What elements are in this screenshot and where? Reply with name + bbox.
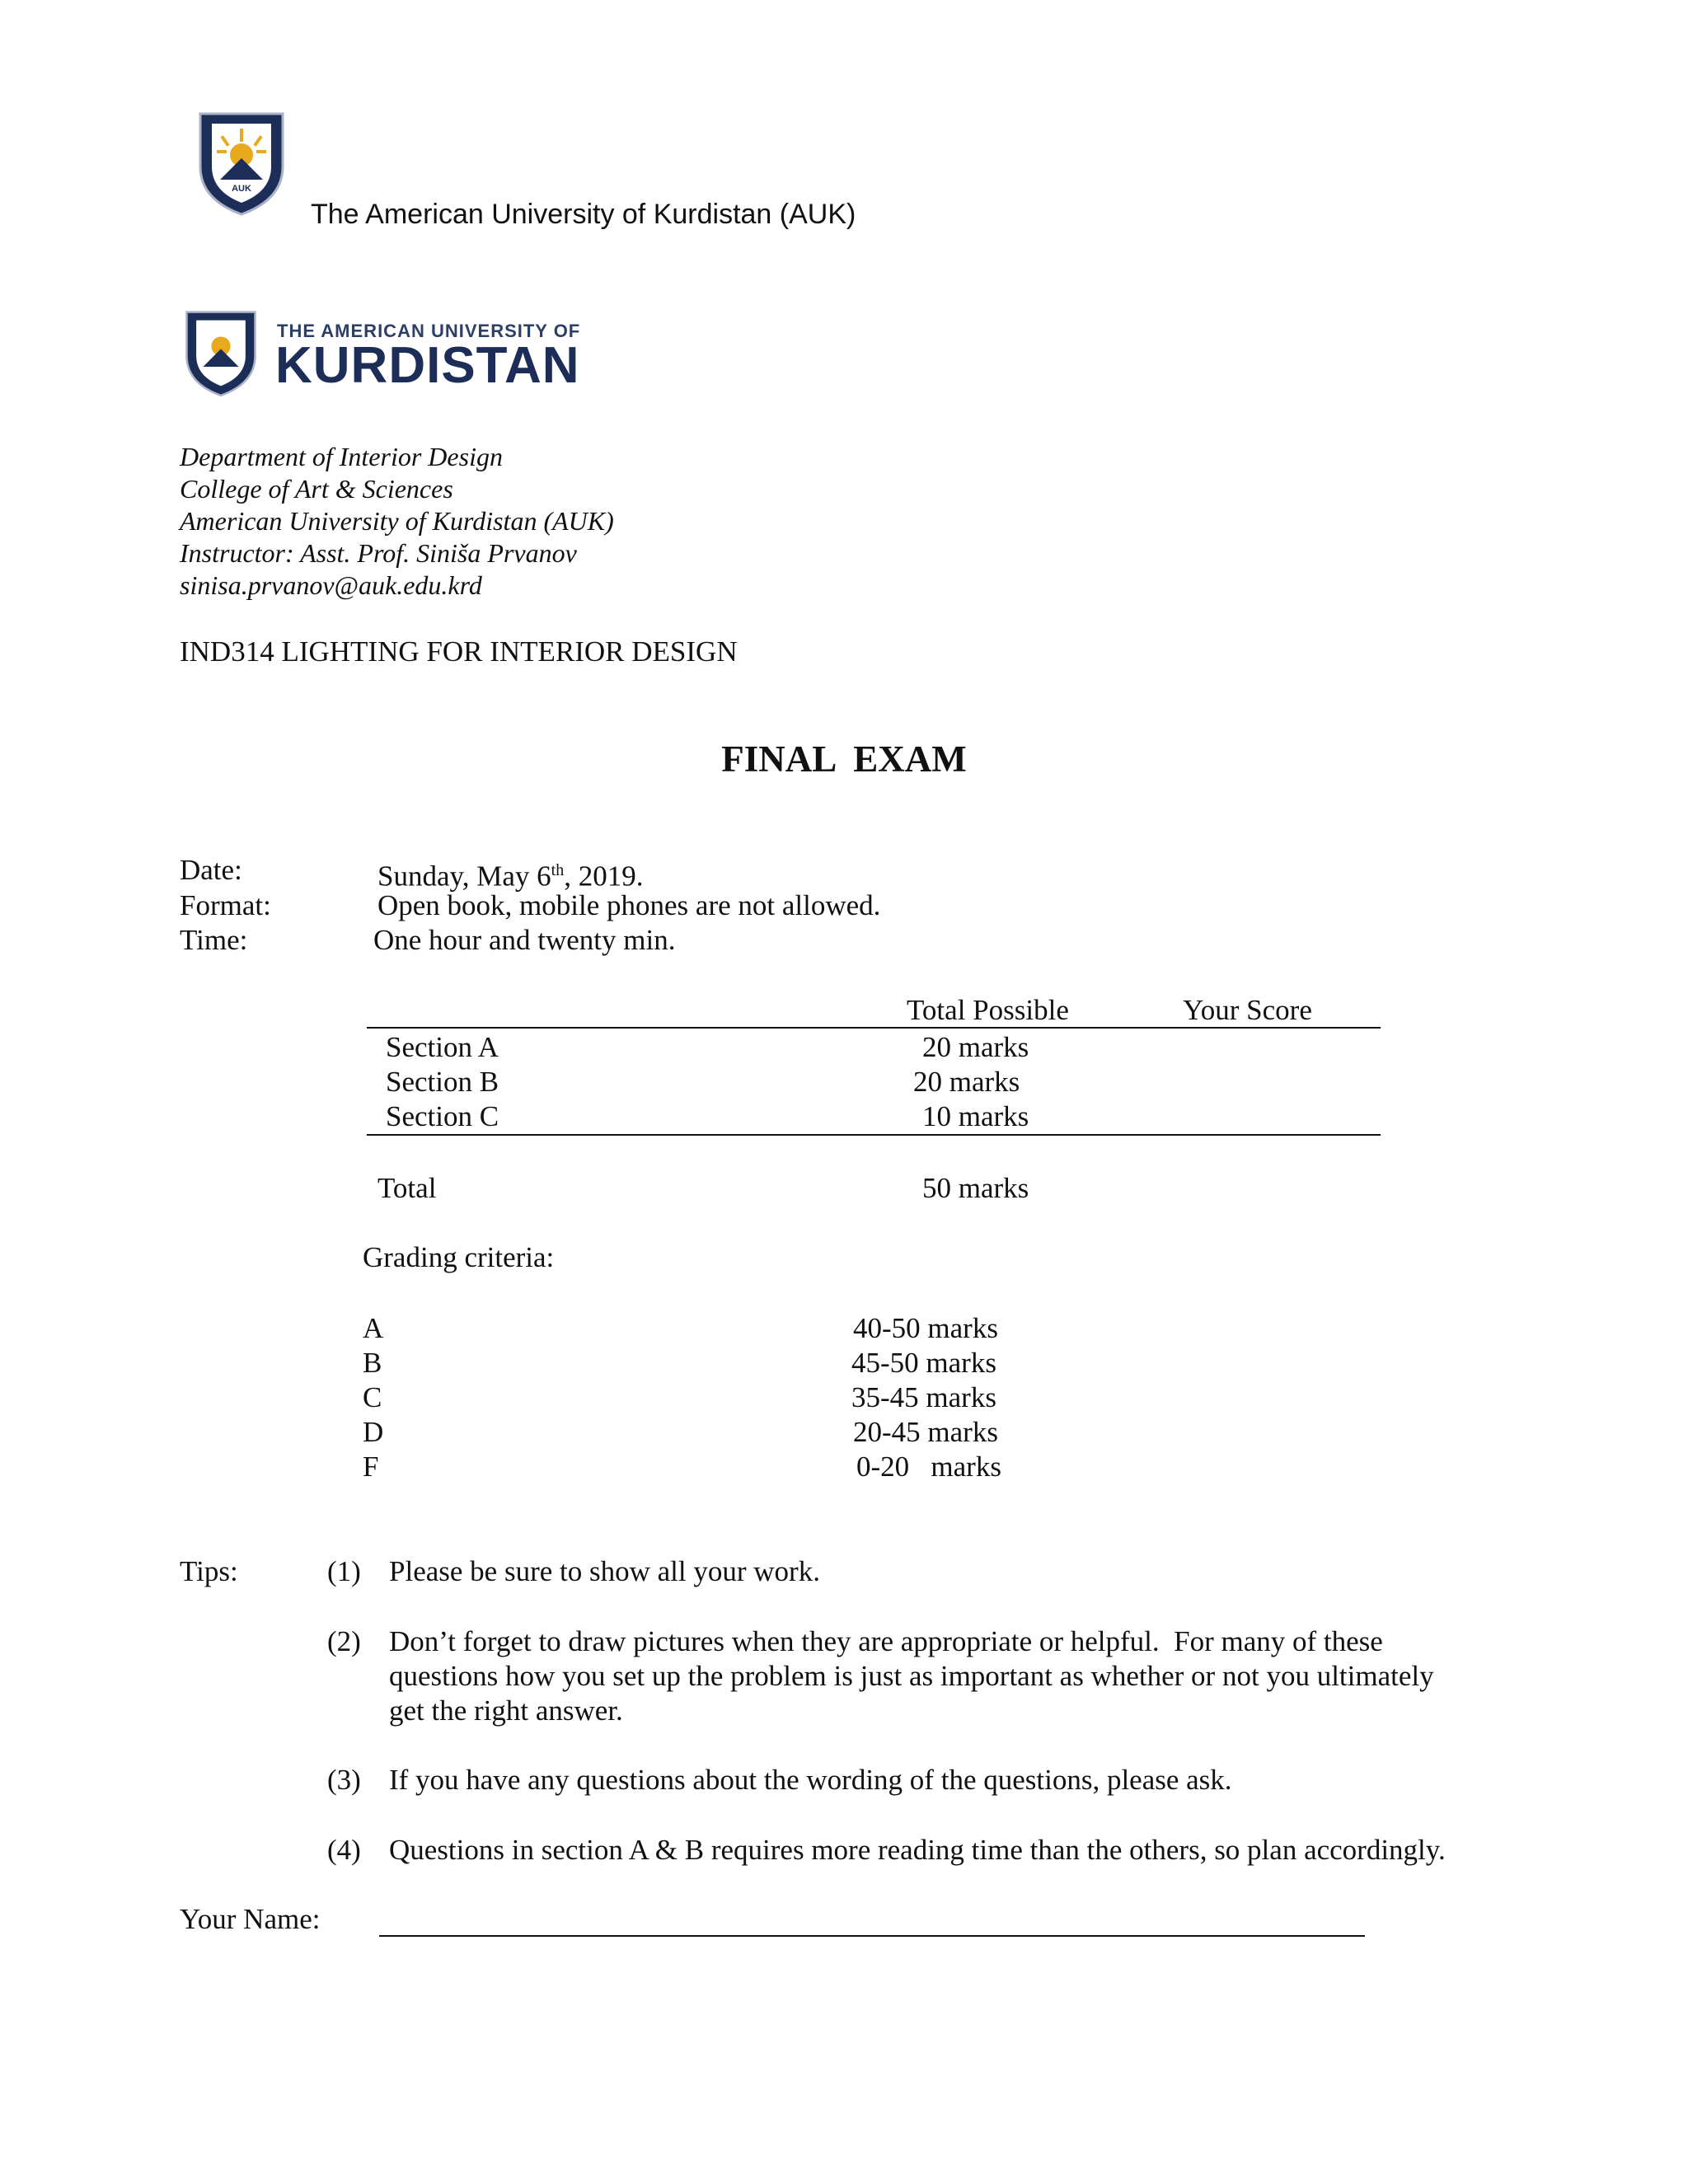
- grade-range: 35-45 marks: [851, 1381, 996, 1413]
- total-label: Total: [377, 1172, 437, 1204]
- tip-number: (4): [327, 1834, 361, 1866]
- table-row-section: Section B: [386, 1066, 499, 1098]
- wordmark-small: THE AMERICAN UNIVERSITY OF: [277, 321, 581, 341]
- grade-letter: A: [363, 1312, 384, 1344]
- auk-wordmark-shield: [180, 307, 262, 399]
- course-title: IND314 LIGHTING FOR INTERIOR DESIGN: [180, 635, 738, 668]
- auk-shield-logo: [192, 107, 291, 218]
- grade-letter: D: [363, 1416, 384, 1448]
- tip-text: questions how you set up the problem is just as important as whether or not you ultimately: [389, 1660, 1434, 1692]
- svg-text:AUK: AUK: [232, 184, 251, 194]
- university-name: The American University of Kurdistan (AUK): [311, 199, 856, 230]
- table-row-marks: 20 marks: [913, 1066, 1020, 1098]
- name-input-line[interactable]: [379, 1935, 1365, 1937]
- tip-text: If you have any questions about the wording of the questions, please ask.: [389, 1764, 1232, 1796]
- table-row-section: Section C: [386, 1100, 499, 1132]
- header-your-score: Your Score: [1183, 994, 1312, 1026]
- grade-range: 0-20 marks: [856, 1451, 1001, 1483]
- tips-label: Tips:: [180, 1555, 238, 1587]
- grade-letter: F: [363, 1451, 379, 1483]
- grade-range: 20-45 marks: [853, 1416, 998, 1448]
- format-value: Open book, mobile phones are not allowed.: [377, 889, 881, 921]
- department-line: Instructor: Asst. Prof. Siniša Prvanov: [180, 538, 577, 568]
- table-row-section: Section A: [386, 1031, 499, 1063]
- total-marks: 50 marks: [922, 1172, 1029, 1204]
- tip-text: Don’t forget to draw pictures when they are appropriate or helpful. For many of these: [389, 1625, 1383, 1657]
- time-label: Time:: [180, 924, 248, 956]
- table-row-marks: 10 marks: [922, 1100, 1029, 1132]
- date-label: Date:: [180, 854, 242, 886]
- table-top-rule: [367, 1027, 1381, 1029]
- tip-text: get the right answer.: [389, 1694, 623, 1727]
- grading-title: Grading criteria:: [363, 1241, 555, 1273]
- header-total-possible: Total Possible: [907, 994, 1069, 1026]
- exam-title: FINAL EXAM: [721, 738, 967, 780]
- tip-text: Please be sure to show all your work.: [389, 1555, 820, 1587]
- table-row-marks: 20 marks: [922, 1031, 1029, 1063]
- tip-text: Questions in section A & B requires more reading time than the others, so plan accordingly.: [389, 1834, 1446, 1866]
- table-bottom-rule: [367, 1134, 1381, 1136]
- department-line: College of Art & Sciences: [180, 474, 453, 504]
- grade-letter: B: [363, 1347, 382, 1379]
- format-label: Format:: [180, 889, 271, 921]
- grade-letter: C: [363, 1381, 382, 1413]
- wordmark-big: KURDISTAN: [275, 337, 580, 394]
- your-name-label: Your Name:: [180, 1903, 321, 1935]
- grade-range: 40-50 marks: [853, 1312, 998, 1344]
- department-line: Department of Interior Design: [180, 442, 503, 471]
- department-line: American University of Kurdistan (AUK): [180, 506, 614, 536]
- date-value: Sunday, May 6th, 2019.: [377, 860, 644, 893]
- grade-range: 45-50 marks: [851, 1347, 996, 1379]
- time-value: One hour and twenty min.: [373, 924, 676, 956]
- tip-number: (3): [327, 1764, 361, 1796]
- tip-number: (1): [327, 1555, 361, 1587]
- instructor-email: sinisa.prvanov@auk.edu.krd: [180, 570, 482, 600]
- tip-number: (2): [327, 1625, 361, 1657]
